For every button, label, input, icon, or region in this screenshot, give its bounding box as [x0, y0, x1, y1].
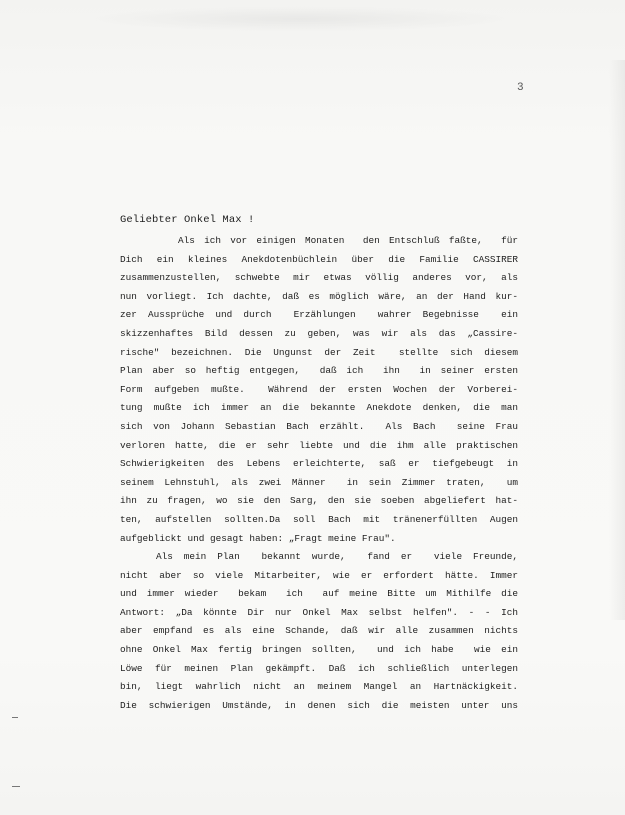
- text-line: ten, aufstellen sollten.Da soll Bach mit tränenerfüllten Augen: [120, 513, 518, 525]
- text-line: Löwe für meinen Plan gekämpft. Daß ich schließlich unterlegen: [120, 662, 518, 674]
- text-line: seinem Lehnstuhl, als zwei Männer in sein Zimmer traten, um: [120, 476, 518, 488]
- text-line: zusammenzustellen, schwebte mir etwas völlig anderes vor, als: [120, 272, 518, 284]
- text-line: Die schwierigen Umstände, in denen sich die meisten unter uns: [120, 699, 518, 711]
- bleed-through-shadow: [90, 6, 510, 32]
- page-edge-shadow: [609, 60, 625, 620]
- text-line: verloren hatte, die er sehr liebte und die ihm alle praktischen: [120, 439, 518, 451]
- text-line: Als mein Plan bekannt wurde, fand er viele Freunde,: [156, 551, 518, 563]
- text-line: Als ich vor einigen Monaten den Entschluß faßte, für: [178, 235, 518, 246]
- text-line: ihn zu fragen, wo sie den Sarg, den sie soeben abgeliefert hat-: [120, 495, 518, 507]
- text-line: Plan aber so heftig entgegen, daß ich ihn in seiner ersten: [120, 365, 518, 377]
- text-line: tung mußte ich immer an die bekannte Anekdote denken, die man: [120, 402, 518, 414]
- text-line: Antwort: „Da könnte Dir nur Onkel Max selbst helfen". - - Ich: [120, 606, 518, 618]
- text-line: zer Aussprüche und durch Erzählungen wahrer Begebnisse ein: [120, 309, 518, 321]
- text-line: bin, liegt wahrlich nicht an meinem Mangel an Hartnäckigkeit.: [120, 681, 518, 693]
- text-line: aufgeblickt und gesagt haben: „Fragt meine Frau".: [120, 532, 396, 544]
- text-line: skizzenhaftes Bild dessen zu geben, was wir als das „Cassire-: [120, 327, 518, 339]
- text-line: aber empfand es als eine Schande, daß wir alle zusammen nichts: [120, 625, 518, 637]
- margin-mark: [12, 717, 18, 718]
- text-line: rische" bezeichnen. Die Ungunst der Zeit stellte sich diesem: [120, 346, 518, 358]
- text-line: Schwierigkeiten des Lebens erleichterte, saß er tiefgebeugt in: [120, 458, 518, 470]
- text-line: nicht aber so viele Mitarbeiter, wie er erfordert hätte. Immer: [120, 569, 518, 581]
- page-number: 3: [517, 82, 524, 94]
- text-line: nun vorliegt. Ich dachte, daß es möglich wäre, an der Hand kur-: [120, 290, 518, 302]
- text-line: ohne Onkel Max fertig bringen sollten, und ich habe wie ein: [120, 644, 518, 656]
- salutation: Geliebter Onkel Max !: [120, 214, 255, 226]
- letter-body: [120, 232, 518, 715]
- text-line: sich von Johann Sebastian Bach erzählt. Als Bach seine Frau: [120, 420, 518, 432]
- margin-mark: [12, 786, 20, 787]
- text-line: Form aufgeben mußte. Während der ersten Wochen der Vorberei-: [120, 383, 518, 395]
- text-line: Dich ein kleines Anekdotenbüchlein über die Familie CASSIRER: [120, 253, 518, 265]
- text-line: und immer wieder bekam ich auf meine Bitte um Mithilfe die: [120, 588, 518, 600]
